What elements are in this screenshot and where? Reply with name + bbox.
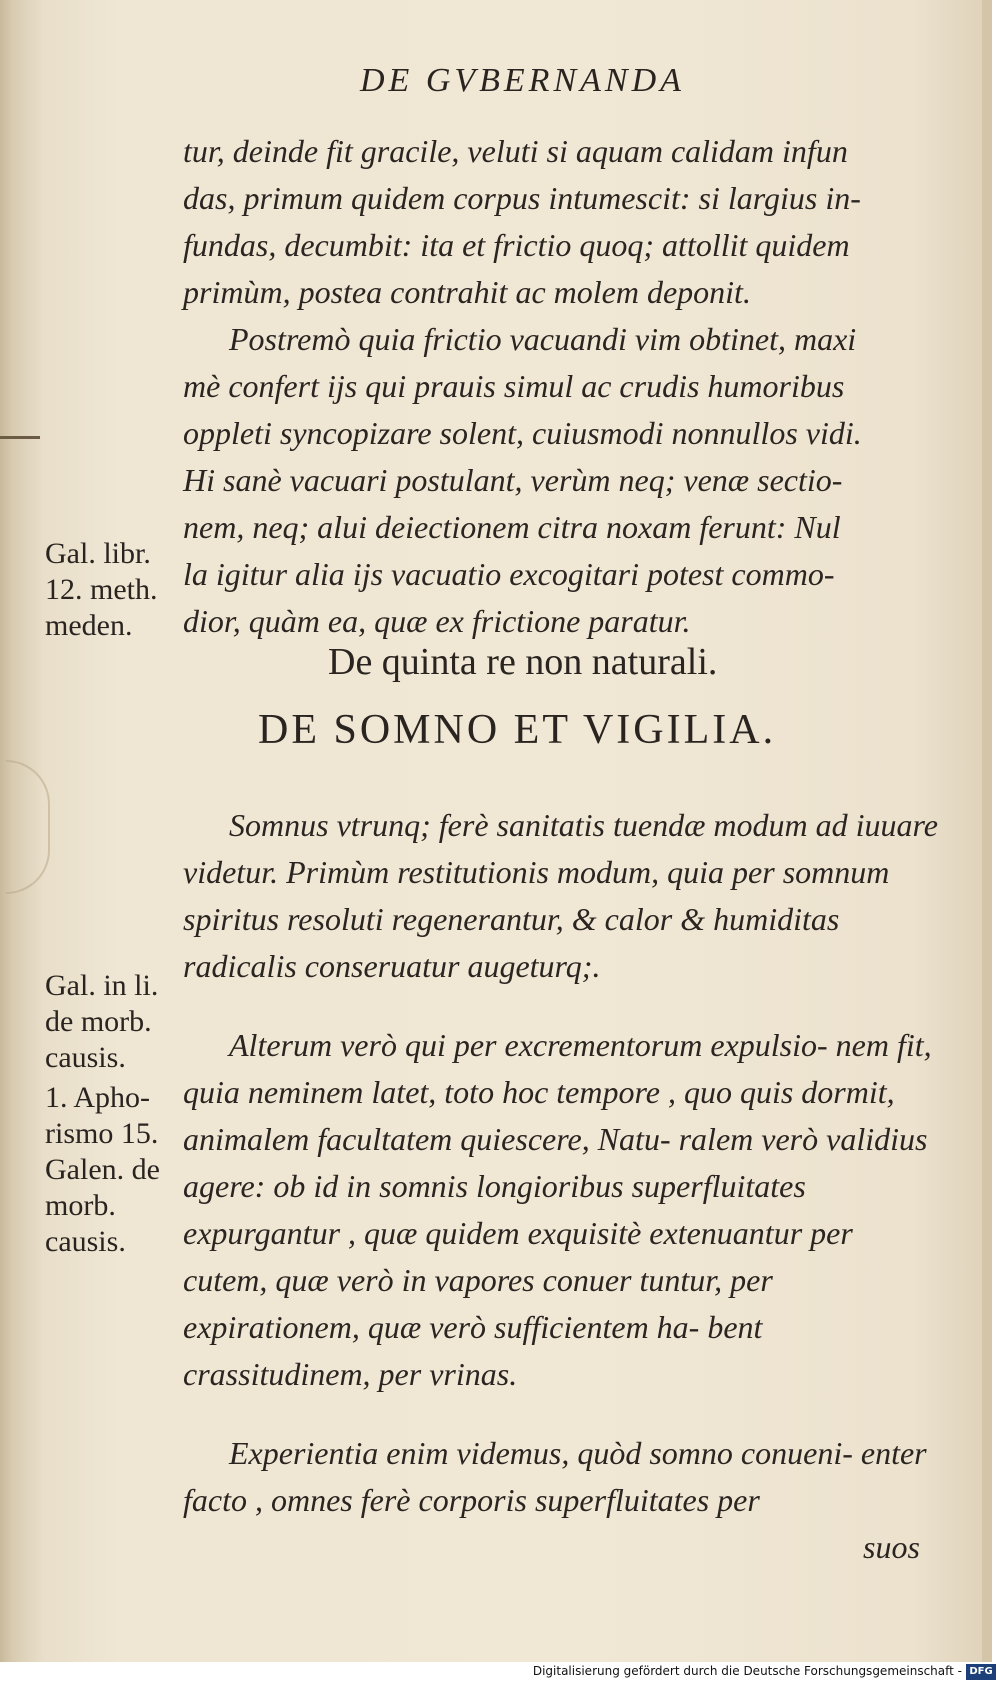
page-right-edge — [982, 0, 992, 1662]
catchword: suos — [863, 1529, 920, 1565]
text-line: nem fit, quia neminem latet, toto hoc tempore , quo — [183, 1027, 932, 1110]
text-line: Alterum verò qui per excrementorum expulsio- — [229, 1027, 828, 1063]
margin-note-aphorism — [45, 1080, 158, 1152]
margin-note-line: 12. meth. — [45, 573, 158, 606]
text-line: tur, deinde fit gracile, veluti si aquam calidam infun — [183, 133, 848, 169]
text-line: Experientia enim videmus, quòd somno conueni- — [229, 1435, 853, 1471]
section-heading: DE SOMNO ET VIGILIA. — [258, 707, 777, 753]
text-line: per somnum spiritus resoluti regenerantur, & calor — [183, 854, 890, 937]
body-text-lower — [183, 770, 943, 1603]
margin-note-line: de morb. — [45, 1005, 152, 1038]
text-line: Somnus vtrunq; ferè sanitatis tuendæ modum ad — [229, 807, 848, 843]
text-line: superfluitates expurgantur , quæ quidem exquisitè — [183, 1168, 806, 1251]
margin-note-line: causis. — [45, 1225, 126, 1258]
margin-note-galen-method — [45, 536, 158, 644]
text-line: bent crassitudinem, per vrinas. — [183, 1309, 763, 1392]
text-line: fundas, decumbit: ita et frictio quoq; attollit quidem — [183, 227, 850, 263]
text-line: Hi sanè vacuari postulant, verùm neq; venæ sectio- — [183, 462, 843, 498]
margin-note-line: Gal. in li. — [45, 969, 159, 1002]
ink-tick-mark — [0, 436, 40, 439]
text-line: iuuare videtur. Primùm restitutionis modum, quia — [183, 807, 938, 890]
subheading: De quinta re non naturali. — [328, 641, 718, 683]
paragraph-3 — [183, 802, 943, 990]
margin-note-galen-morb — [45, 968, 158, 1076]
margin-note-line: Gal. libr. — [45, 537, 151, 570]
footer-bar — [0, 1662, 1000, 1685]
margin-note-line: meden. — [45, 609, 133, 642]
margin-note-line: rismo 15. — [45, 1117, 159, 1150]
margin-note-galen-causis — [45, 1152, 160, 1260]
text-line: Postremò quia frictio vacuandi vim obtinet, maxi — [229, 321, 857, 357]
text-line: oppleti syncopizare solent, cuiusmodi nonnullos vidi. — [183, 415, 862, 451]
margin-note-line: 1. Apho- — [45, 1081, 150, 1114]
paragraph-2 — [183, 316, 943, 645]
text-line: extenuantur per cutem, quæ verò in vapores conuer — [183, 1215, 853, 1298]
margin-note-line: Galen. de — [45, 1153, 160, 1186]
text-line: dior, quàm ea, quæ ex frictione paratur. — [183, 603, 691, 639]
paragraph-1 — [183, 128, 943, 316]
page-gutter — [0, 0, 42, 1662]
text-line: ralem verò validius agere: ob id in somnis longioribus — [183, 1121, 928, 1204]
text-line: & humiditas radicalis conseruatur augeturq;. — [183, 901, 840, 984]
page-fold-mark — [6, 760, 50, 894]
text-line: das, primum quidem corpus intumescit: si largius in- — [183, 180, 861, 216]
running-head: DE GVBERNANDA — [360, 62, 685, 99]
text-line: mè confert ijs qui prauis simul ac crudis humoribus — [183, 368, 845, 404]
text-line: quis dormit, animalem facultatem quiescere, Natu- — [183, 1074, 895, 1157]
text-line: primùm, postea contrahit ac molem deponit. — [183, 274, 751, 310]
text-line: tuntur, per expirationem, quæ verò sufficientem ha- — [183, 1262, 773, 1345]
margin-note-line: causis. — [45, 1041, 126, 1074]
body-text-upper — [183, 128, 943, 645]
funding-credit: Digitalisierung gefördert durch die Deutsche Forschungsgemeinschaft - — [532, 1664, 962, 1678]
text-line: nem, neq; alui deiectionem citra noxam ferunt: Nul — [183, 509, 841, 545]
margin-note-line: morb. — [45, 1189, 116, 1222]
text-line: la igitur alia ijs vacuatio excogitari potest commo- — [183, 556, 835, 592]
paragraph-4 — [183, 1022, 943, 1398]
paragraph-5 — [183, 1430, 943, 1571]
dfg-logo: DFG — [966, 1664, 996, 1680]
text-line: enter facto , omnes ferè corporis superfluitates per — [183, 1435, 927, 1518]
